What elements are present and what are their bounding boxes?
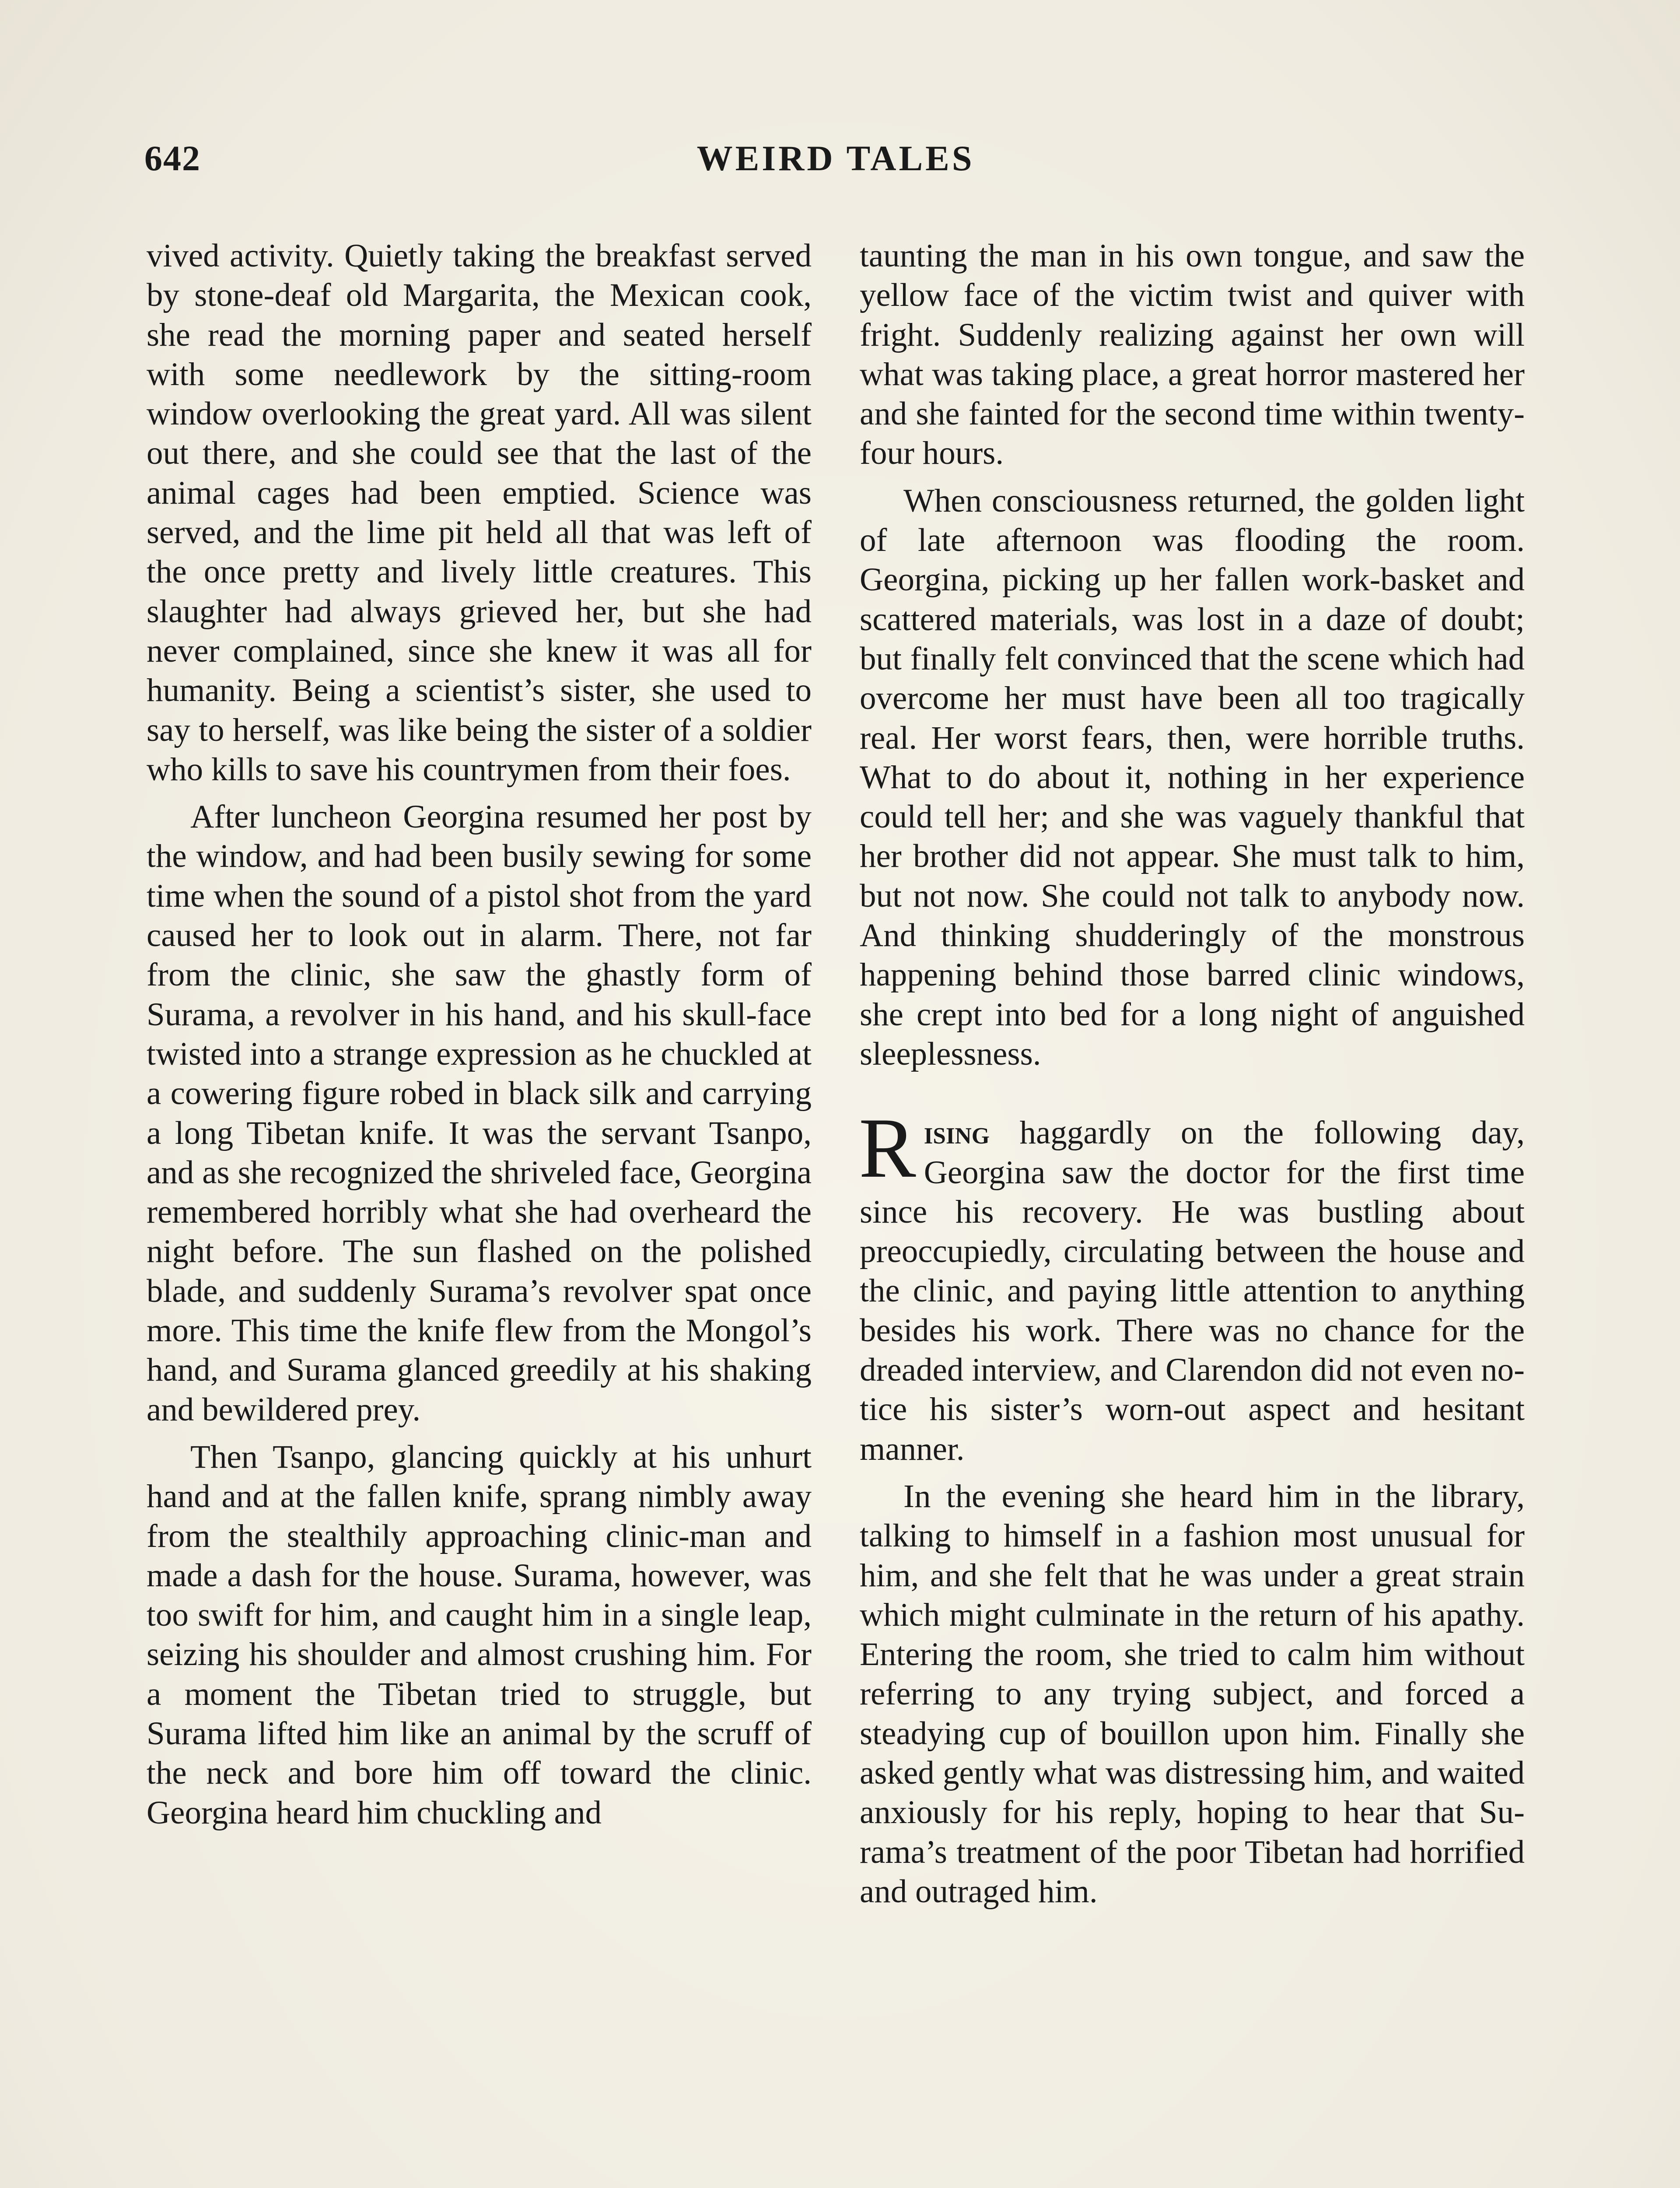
small-caps-lead: ising — [924, 1115, 990, 1151]
magazine-title: WEIRD TALES — [696, 138, 975, 178]
drop-cap: R — [859, 1101, 916, 1196]
paragraph: vived activity. Quietly taking the breakfast served by stone-deaf old Margarita, the Mexican cook, she read the morning paper and seated herself with some needlework by the sitting-room window overlooking the great yard. All was silent out there, and she could see that the last of the animal cages had been emptied. Science was served, and the lime pit held all that was left of the once pretty and lively little creatures. This slaughter had always grieved her, but she had never complained, since she knew it was all for humanity. Being a scientist’s sister, she used to say to herself, was like being the sister of a soldier who kills to save his countrymen from their foes. — [147, 238, 812, 788]
left-column — [147, 236, 812, 1833]
paragraph: Then Tsanpo, glancing quickly at his unhurt hand and at the fallen knife, sprang nimbly away from the stealthily approaching clinic-man and made a dash for the house. Surama, however, was too swift for him, and caught him in a single leap, seizing his shoulder and almost crushing him. For a moment the Tibetan tried to struggle, but Surama lifted him like an animal by the scruff of the neck and bore him off toward the clinic. Georgina heard him chuckling and — [147, 1438, 812, 1831]
page-number: 642 — [144, 138, 201, 178]
paragraph: In the evening she heard him in the library, talking to himself in a fashion most unusual for him, and she felt that he was under a great strain which might culminate in the return of his apathy. Entering the room, she tried to calm him without referring to any trying subject, and forced a steadying cup of bouillon upon him. Finally she asked gently what was distressing him, and waited anxiously for his reply, hoping to hear that Surama’s treatment of the poor Tibetan had horrified and outraged him. — [860, 1478, 1525, 1910]
right-column — [860, 236, 1525, 1911]
paragraph: After luncheon Georgina resumed her post by the window, and had been busily sewing for some time when the sound of a pistol shot from the yard caused her to look out in alarm. There, not far from the clinic, she saw the ghastly form of Surama, a revolver in his hand, and his skull-face twisted into a strange expression as he chuckled at a cowering figure robed in black silk and carrying a long Tibetan knife. It was the servant Tsanpo, and as she recognized the shriveled face, Georgina remembered horribly what she had overheard the night before. The sun flashed on the polished blade, and suddenly Surama’s revolver spat once more. This time the knife flew from the Mongol’s hand, and Surama glanced greedily at his shaking and bewildered prey. — [147, 799, 812, 1428]
paragraph-with-dropcap — [859, 1101, 1525, 1469]
paragraph-text: haggardly on the following day, Georgina saw the doctor for the first time since his recovery. He was bustling about preoccupiedly, circulating between the house and the clinic, and paying little attention to anything besides his work. There was no chance for the dreaded interview, and Clarendon did not even notice his sister’s worn-out aspect and hesitant manner. — [860, 1115, 1525, 1467]
section-break — [860, 1074, 1525, 1113]
running-head — [144, 138, 1527, 182]
paragraph: taunting the man in his own tongue, and saw the yellow face of the victim twist and quiver with fright. Suddenly realizing against her own will what was taking place, a great horror mastered her and she fainted for the second time within twenty-four hours. — [860, 238, 1525, 472]
paragraph: When consciousness returned, the golden light of late afternoon was flooding the room. Georgina, picking up her fallen work-basket and scattered materials, was lost in a daze of doubt; but finally felt convinced that the scene which had overcome her must have been all too tragically real. Her worst fears, then, were horrible truths. What to do about it, nothing in her experience could tell her; and she was vaguely thankful that her brother did not appear. She must talk to him, but not now. She could not talk to anybody now. And thinking shudderingly of the monstrous happening behind those barred clinic windows, she crept into bed for a long night of anguished sleeplessness. — [860, 482, 1525, 1072]
